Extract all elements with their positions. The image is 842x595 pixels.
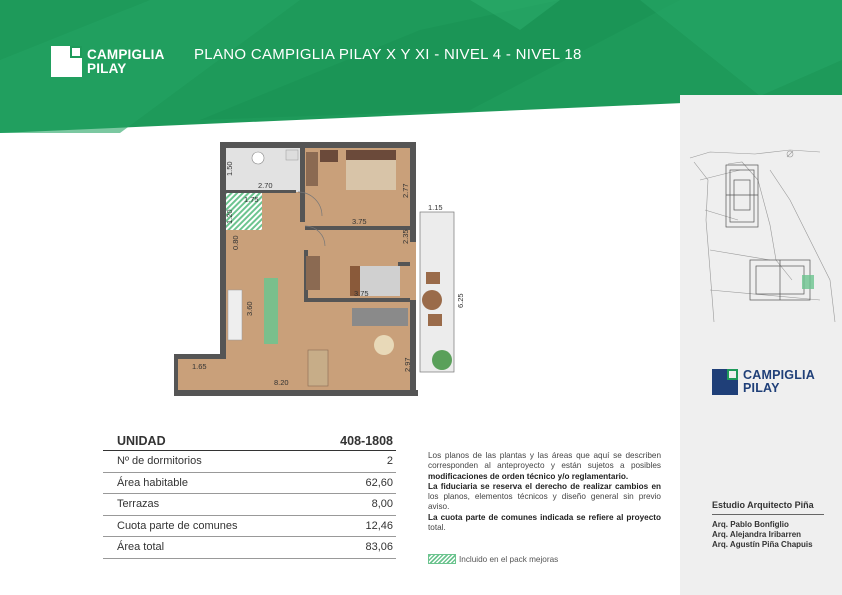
dim-label: 8.20 [274,378,289,387]
dim-label: 1.65 [192,362,207,371]
note-text-bold: La fiduciaria se reserva el derecho de realizar cambios en [428,481,661,491]
brand-logo-icon [51,46,82,77]
table-row [103,451,396,473]
unit-label: UNIDAD [117,433,166,448]
studio-divider [712,514,824,515]
dim-label: 1.20 [225,209,234,224]
table-row [103,537,396,559]
row-value: 8,00 [371,498,393,511]
legend-label: Incluido en el pack mejoras [459,554,559,564]
dim-label: 3.75 [354,289,369,298]
note-text: total. [428,523,446,533]
page-title: PLANO CAMPIGLIA PILAY X Y XI - NIVEL 4 - NIVEL 18 [194,46,582,63]
note-text-bold: La cuota parte de comunes indicada se refiere al proyecto [428,512,661,522]
side-brand-line1: CAMPIGLIA [743,368,815,382]
legend [428,554,558,564]
studio-name: Estudio Arquitecto Piña [712,500,814,510]
table-row [103,494,396,516]
brand-name-line1: CAMPIGLIA [87,46,165,62]
row-label: Área total [117,541,165,554]
dim-label: 3.60 [245,301,254,316]
unit-table-header [103,431,396,451]
row-value: 12,46 [365,519,393,532]
row-value: 2 [386,455,393,468]
dim-label: 6.25 [456,293,465,308]
architect-name: Arq. Agustín Piña Chapuis [712,540,813,549]
dim-label: 2.77 [401,183,410,198]
side-brand-line2: PILAY [743,381,780,395]
table-row [103,473,396,495]
unit-table [103,431,396,559]
row-label: Área habitable [117,476,188,489]
dining-table [308,350,328,386]
kitchen-island [264,278,278,344]
dim-label: 1.75 [244,195,259,204]
row-value: 62,60 [365,476,393,489]
hatch-swatch-icon [428,554,456,564]
dim-label: 2.35 [401,229,410,244]
dim-label: 2.70 [258,181,273,190]
sofa [352,308,408,326]
row-value: 83,06 [365,541,393,554]
row-label: Cuota parte de comunes [117,519,238,532]
brand-name-line2: PILAY [87,60,127,76]
side-brand-logo [712,369,815,395]
note-text: Los planos de las plantas y las áreas que aquí se describen corresponden al anteproyecto y están sujetos a posibles [428,451,661,471]
dim-label: 3.75 [352,217,367,226]
disclaimer-notes [428,451,661,533]
brand-logo [51,46,165,77]
dim-label: 2.97 [403,357,412,372]
unit-number: 408-1808 [340,433,393,448]
note-text-bold: modificaciones de orden técnico y/o reglamentario. [428,471,629,481]
site-plan-drawing [680,140,842,330]
architect-name: Arq. Alejandra Iribarren [712,530,802,539]
side-brand-logo-icon [712,369,738,395]
dim-label: 1.15 [428,203,443,212]
dim-label: 1.50 [225,161,234,176]
architects-list [712,520,813,550]
row-label: Terrazas [117,498,160,511]
terrace-table [422,290,442,310]
terrace-plant [432,350,452,370]
row-label: Nº de dormitorios [117,455,202,468]
dim-label: 0.80 [231,235,240,250]
floor-plan [170,140,470,405]
architect-name: Arq. Pablo Bonfiglio [712,520,789,529]
note-text: los planos, elementos técnicos y diseño general sin previo aviso. [428,492,661,512]
table-row [103,516,396,538]
